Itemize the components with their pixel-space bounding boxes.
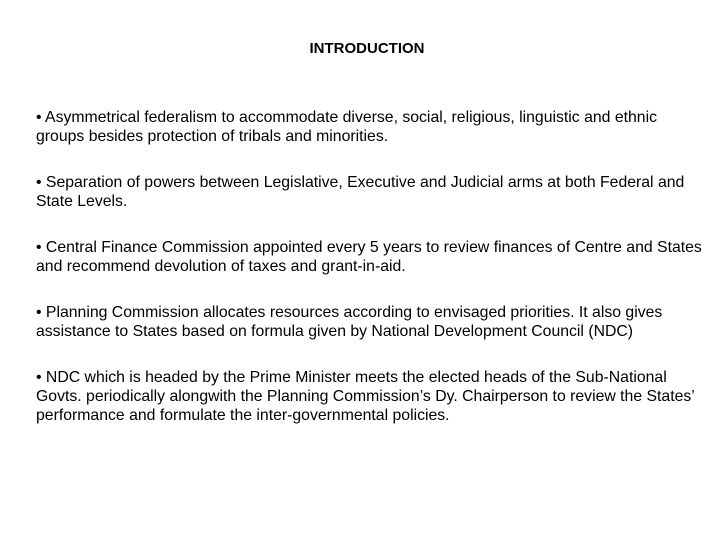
- bullet-asymmetrical-federalism: • Asymmetrical federalism to accommodate diverse, social, religious, linguistic and ethnic groups besides protection of tribals and minorities.: [36, 109, 657, 145]
- bullet-planning-commission: • Planning Commission allocates resources according to envisaged priorities. It also gives assistance to States based on formula given by National Development Council (NDC): [36, 304, 663, 340]
- bullet-central-finance-commission: • Central Finance Commission appointed every 5 years to review finances of Centre and States and recommend devolution of taxes and grant-in-aid.: [36, 239, 702, 275]
- bullet-separation-of-powers: • Separation of powers between Legislative, Executive and Judicial arms at both Federal and State Levels.: [36, 174, 685, 210]
- bullet-ndc: • NDC which is headed by the Prime Minister meets the elected heads of the Sub-National Govts. periodically alongwith the Planning Commission’s Dy. Chairperson to review the States’ performance and formulate the inter-governmental policies.: [36, 369, 695, 424]
- bullet-list: [36, 108, 706, 425]
- slide-title: INTRODUCTION: [309, 40, 425, 57]
